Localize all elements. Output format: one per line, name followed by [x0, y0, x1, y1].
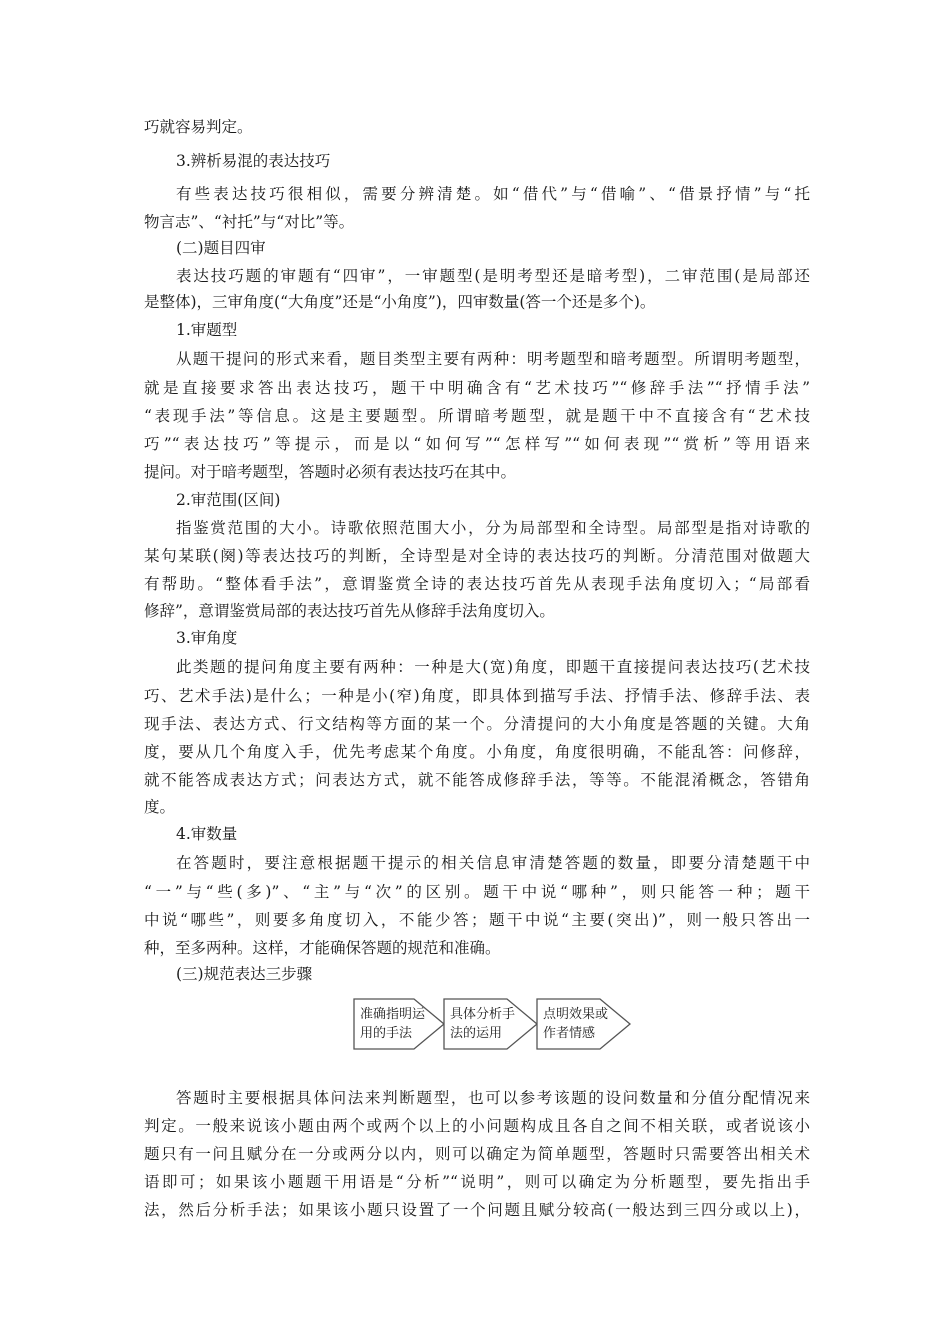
text-line: 是整体)，三审角度(“大角度”还是“小角度”)，四审数量(答一个还是多个)。 — [144, 293, 656, 311]
text-line: 物言志”、“衬托”与“对比”等。 — [144, 213, 355, 231]
text-line: “表现手法”等信息。这是主要题型。所谓暗考题型，就是题干中不直接含有“艺术技 — [144, 407, 810, 425]
text-line: 题只有一问且赋分在一分或两分以内，则可以确定为简单题型，答题时只需要答出相关术 — [144, 1145, 810, 1163]
text-line: 巧就容易判定。 — [144, 118, 253, 136]
subheading: 1.审题型 — [176, 321, 238, 339]
text-line: 度，要从几个角度入手，优先考虑某个角度。小角度，角度很明确，不能乱答：问修辞， — [144, 743, 810, 761]
text-line: 判定。一般来说该小题由两个或两个以上的小问题构成且各自之间不相关联，或者说该小 — [144, 1117, 810, 1135]
text-line: 在答题时，要注意根据题干提示的相关信息审清楚答题的数量，即要分清楚题干中 — [176, 854, 810, 872]
text-line: “一”与“些(多)”、“主”与“次”的区别。题干中说“哪种”，则只能答一种；题干 — [144, 883, 810, 901]
subheading: 4.审数量 — [176, 825, 238, 843]
flow-step-2-text-line1: 具体分析手 — [450, 1007, 516, 1022]
text-line: 此类题的提问角度主要有两种：一种是大(宽)角度，即题干直接提问表达技巧(艺术技 — [176, 658, 810, 676]
text-line: 有些表达技巧很相似，需要分辨清楚。如“借代”与“借喻”、“借景抒情”与“托 — [176, 185, 810, 203]
text-line: 法，然后分析手法；如果该小题只设置了一个问题且赋分较高(一般达到三四分或以上)， — [144, 1201, 810, 1219]
text-line: 有帮助。“整体看手法”，意谓鉴赏全诗的表达技巧首先从表现手法角度切入；“局部看 — [144, 575, 810, 593]
text-line: 表达技巧题的审题有“四审”，一审题型(是明考型还是暗考型)，二审范围(是局部还 — [176, 267, 810, 285]
text-line: 修辞”，意谓鉴赏局部的表达技巧首先从修辞手法角度切入。 — [144, 602, 555, 620]
text-line: 就是直接要求答出表达技巧，题干中明确含有“艺术技巧”“修辞手法”“抒情手法” — [144, 379, 810, 397]
text-line: 巧”“表达技巧”等提示，而是以“如何写”“怎样写”“如何表现”“赏析”等用语来 — [144, 435, 810, 453]
subheading: 3.审角度 — [176, 629, 238, 647]
flow-step-3-text-line1: 点明效果或 — [543, 1007, 609, 1022]
text-line: 从题干提问的形式来看，题目类型主要有两种：明考题型和暗考题型。所谓明考题型， — [176, 350, 810, 368]
section-heading: (二)题目四审 — [176, 239, 266, 257]
three-step-flow-diagram — [352, 993, 632, 1055]
text-line: 答题时主要根据具体问法来判断题型，也可以参考该题的设问数量和分值分配情况来 — [176, 1089, 810, 1107]
text-line: 中说“哪些”，则要多角度切入，不能少答；题干中说“主要(突出)”，则一般只答出一 — [144, 911, 810, 929]
section-heading: (三)规范表达三步骤 — [176, 965, 313, 983]
text-line: 提问。对于暗考题型，答题时必须有表达技巧在其中。 — [144, 463, 517, 481]
flow-step-3-text-line2: 作者情感 — [543, 1026, 596, 1041]
text-line: 某句某联(阕)等表达技巧的判断，全诗型是对全诗的表达技巧的判断。分清范围对做题大 — [144, 547, 810, 565]
flow-step-1-text-line1: 准确指明运 — [360, 1007, 426, 1022]
text-line: 度。 — [144, 798, 176, 816]
flow-step-1-text-line2: 用的手法 — [360, 1026, 413, 1041]
text-line: 种，至多两种。这样，才能确保答题的规范和准确。 — [144, 939, 501, 957]
text-line: 巧、艺术手法)是什么；一种是小(窄)角度，即具体到描写手法、抒情手法、修辞手法、表 — [144, 687, 810, 705]
subheading: 2.审范围(区间) — [176, 491, 281, 509]
subheading: 3.辨析易混的表达技巧 — [176, 152, 331, 170]
text-line: 指鉴赏范围的大小。诗歌依照范围大小，分为局部型和全诗型。局部型是指对诗歌的 — [176, 519, 810, 537]
text-line: 语即可；如果该小题题干用语是“分析”“说明”，则可以确定为分析题型，要先指出手 — [144, 1173, 810, 1191]
text-line: 就不能答成表达方式；问表达方式，就不能答成修辞手法，等等。不能混淆概念，答错角 — [144, 771, 810, 789]
text-line: 现手法、表达方式、行文结构等方面的某一个。分清提问的大小角度是答题的关键。大角 — [144, 715, 810, 733]
flow-step-2-text-line2: 法的运用 — [450, 1026, 503, 1041]
